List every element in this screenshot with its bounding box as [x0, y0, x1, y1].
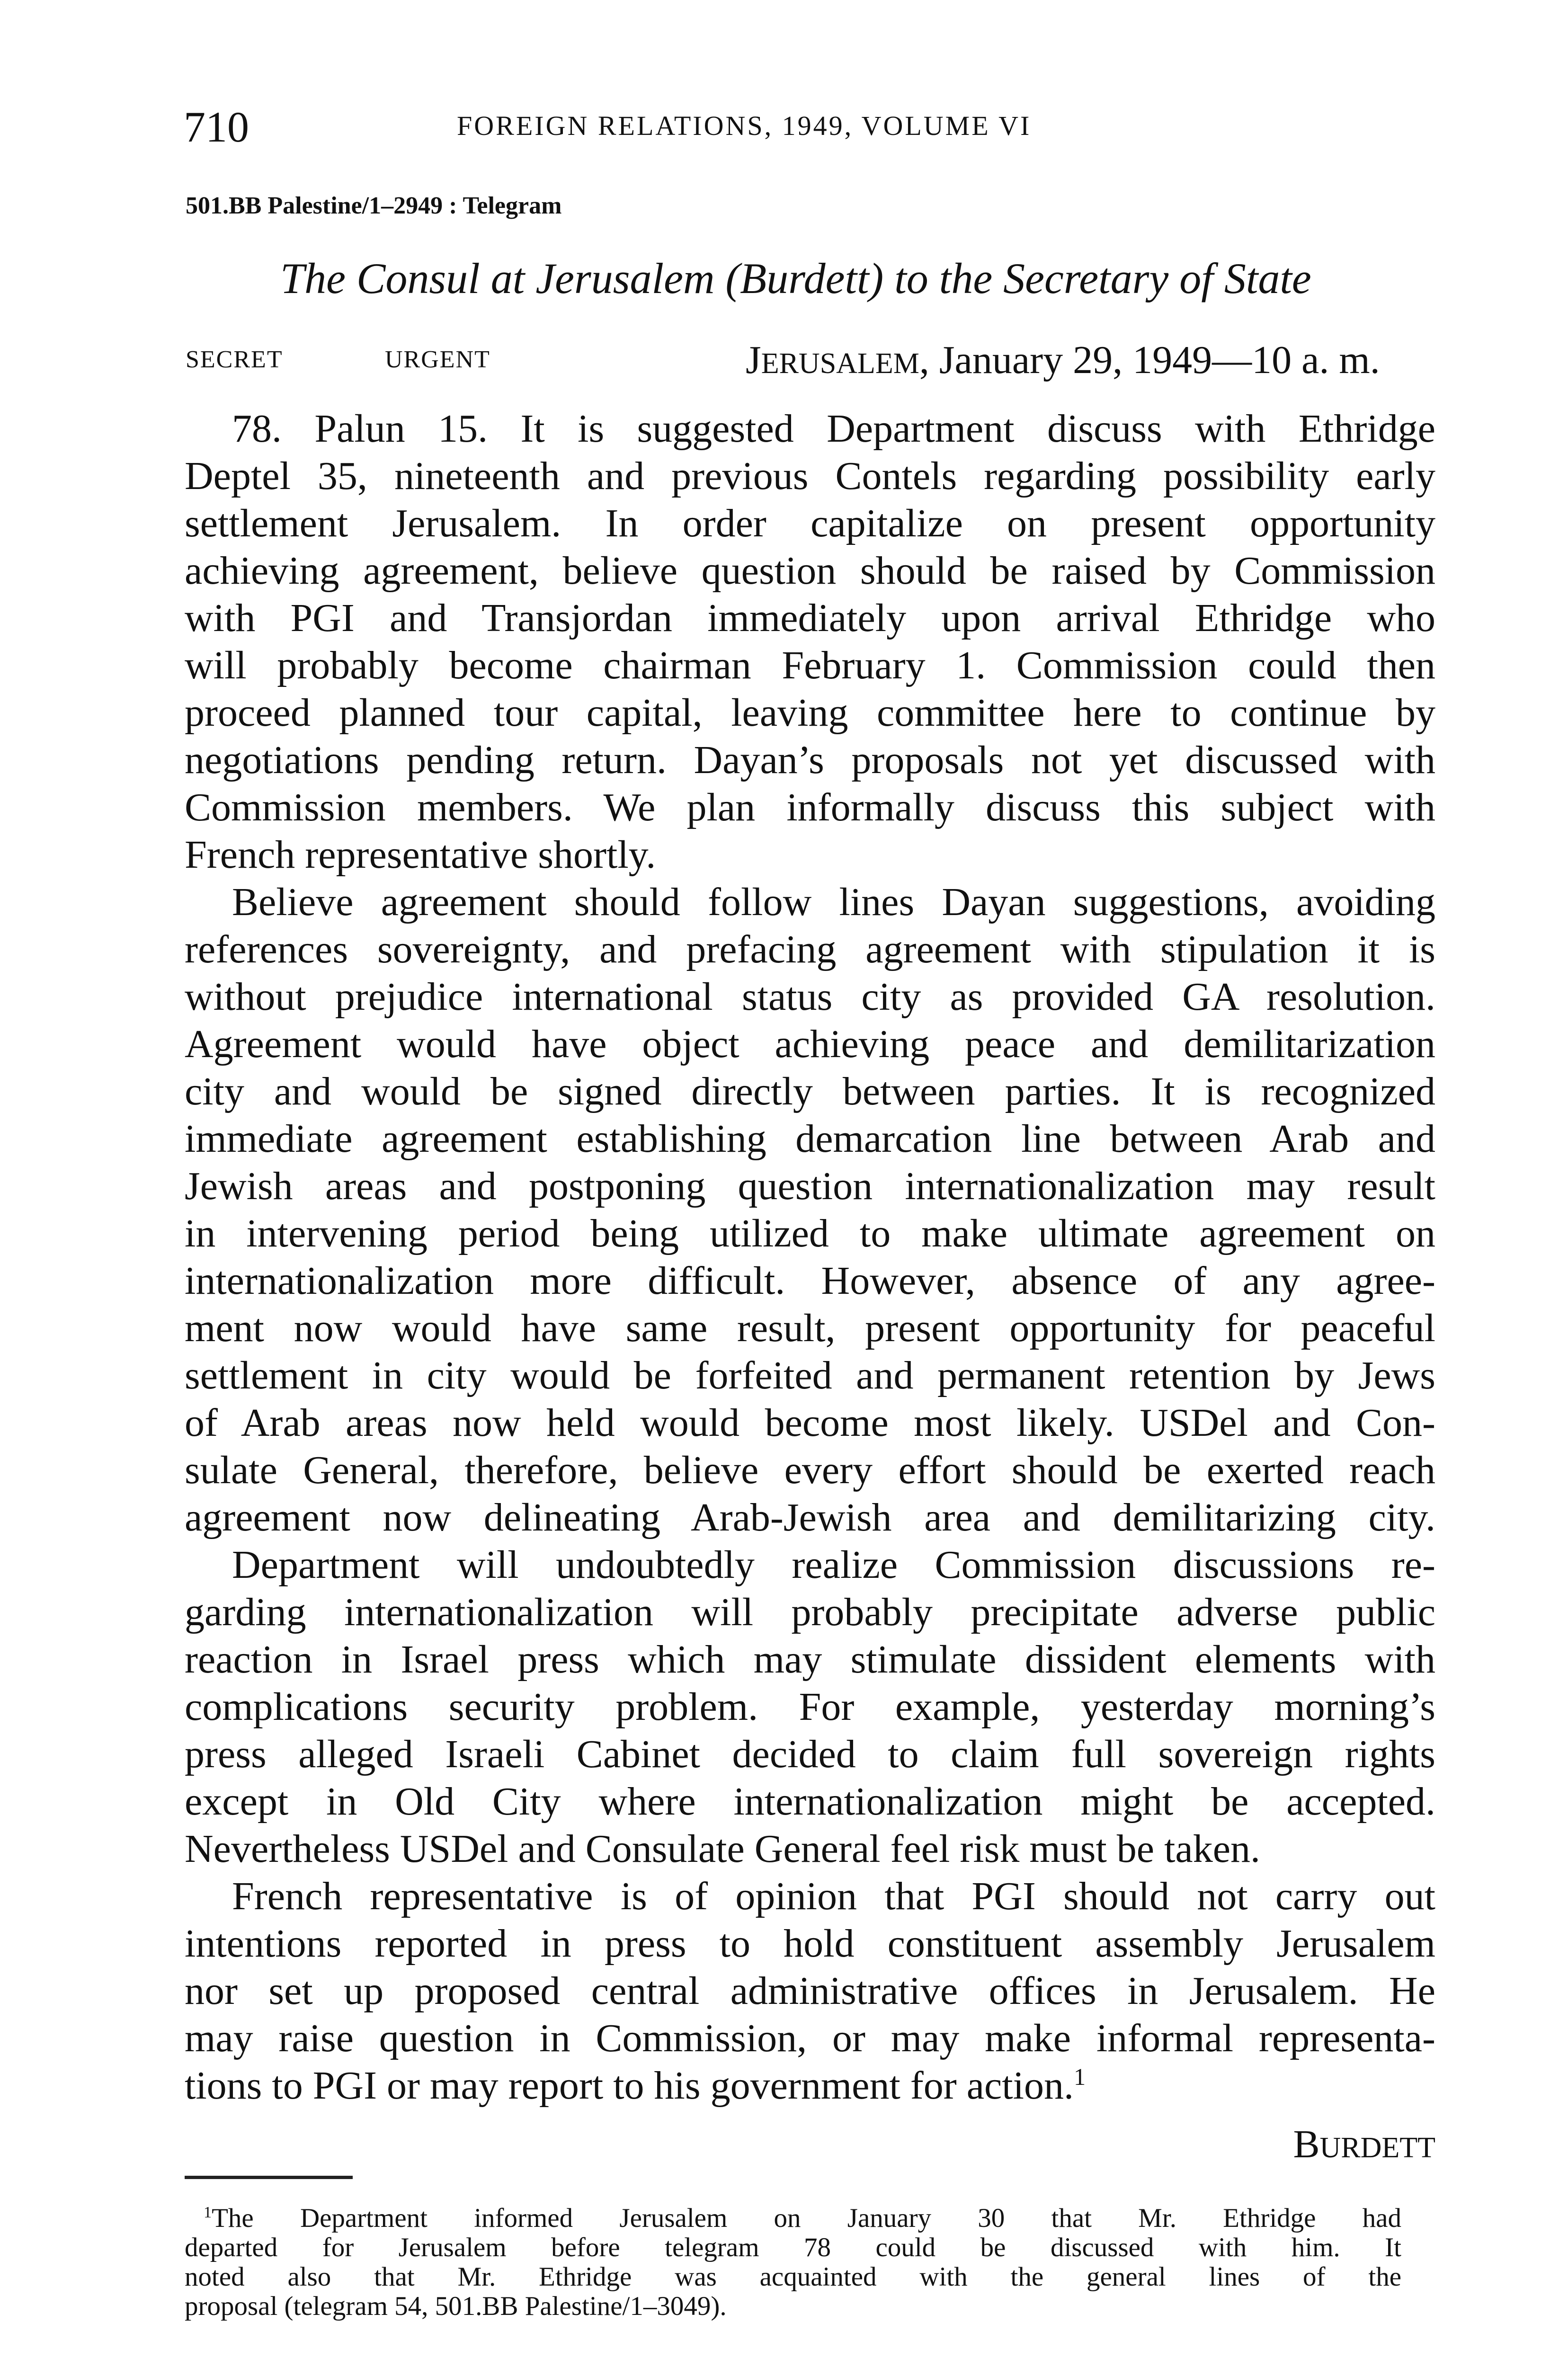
text-line: [185, 1920, 1435, 1967]
text-line: [185, 831, 1435, 879]
line-text: Commission members. We plan informally discuss this subject with: [185, 785, 1435, 829]
line-text: in intervening period being utilized to make ultimate agreement on: [185, 1211, 1435, 1255]
text-line: [185, 547, 1435, 595]
classification-label: SECRET: [186, 346, 283, 373]
text-line: [185, 1257, 1435, 1305]
text-line: [185, 689, 1435, 737]
text-line: [185, 1778, 1435, 1825]
text-line: [185, 500, 1435, 547]
date-time: , January 29, 1949—10 a. m.: [919, 338, 1380, 382]
text-line: [185, 1589, 1435, 1636]
line-text: Agreement would have object achieving peace and demilitarization: [185, 1022, 1435, 1066]
text-line: [185, 1683, 1435, 1731]
footnote-line: [185, 2262, 1401, 2292]
telegram-body: [185, 405, 1435, 2109]
line-text: reaction in Israel press which may stimulate dissident elements with: [185, 1637, 1435, 1682]
line-text: Believe agreement should follow lines Dayan suggestions, avoiding: [232, 880, 1435, 924]
paragraph: [185, 1541, 1435, 1873]
urgency-label: URGENT: [385, 346, 490, 373]
line-text: of Arab areas now held would become most likely. USDel and Con-: [185, 1401, 1435, 1445]
text-line: [185, 1305, 1435, 1352]
line-text: achieving agreement, believe question should be raised by Commission: [185, 549, 1435, 593]
text-line: [185, 1967, 1435, 2015]
footnote-line: [185, 2233, 1401, 2262]
signature-rest: URDETT: [1319, 2132, 1435, 2164]
text-line: [185, 1636, 1435, 1683]
running-head: FOREIGN RELATIONS, 1949, VOLUME VI: [457, 110, 1032, 141]
text-line: [185, 595, 1435, 642]
text-line: [185, 453, 1435, 500]
line-text: immediate agreement establishing demarcation line between Arab and: [185, 1117, 1435, 1161]
line-text: references sovereignty, and prefacing agreement with stipulation it is: [185, 927, 1435, 971]
line-text: except in Old City where internationalization might be accepted.: [185, 1780, 1435, 1824]
text-line: [185, 1115, 1435, 1163]
line-text: 78. Palun 15. It is suggested Department discuss with Ethridge: [232, 407, 1435, 451]
footnote-text: The Department informed Jerusalem on January 30 that Mr. Ethridge had: [212, 2203, 1401, 2233]
line-text: agreement now delineating Arab-Jewish area and demilitarizing city.: [185, 1495, 1435, 1539]
line-text: will probably become chairman February 1. Commission could then: [185, 643, 1435, 687]
text-line: [185, 1352, 1435, 1399]
text-line: [185, 2062, 1435, 2109]
page-number: 710: [184, 103, 249, 151]
line-text: negotiations pending return. Dayan’s proposals not yet discussed with: [185, 738, 1435, 782]
place-rest: ERUSALEM: [761, 347, 919, 380]
line-text: French representative shortly.: [185, 833, 656, 877]
line-text: French representative is of opinion that PGI should not carry out: [232, 1874, 1435, 1918]
text-line: [185, 1541, 1435, 1589]
line-text: city and would be signed directly between parties. It is recognized: [185, 1069, 1435, 1113]
footnote-line: [185, 2204, 1401, 2233]
paragraph: [185, 879, 1435, 1541]
line-text: settlement Jerusalem. In order capitalize on present opportunity: [185, 501, 1435, 545]
text-line: [185, 1021, 1435, 1068]
line-text: sulate General, therefore, believe every effort should be exerted reach: [185, 1448, 1435, 1492]
line-text: internationalization more difficult. However, absence of any agree-: [185, 1259, 1435, 1303]
line-text: tions to PGI or may report to his government for action.: [185, 2064, 1074, 2108]
source-reference: 501.BB Palestine/1–2949 : Telegram: [186, 192, 562, 219]
text-line: [185, 1163, 1435, 1210]
line-text: may raise question in Commission, or may make informal representa-: [185, 2016, 1435, 2060]
line-text: complications security problem. For example, yesterday morning’s: [185, 1685, 1435, 1729]
footnotes: [185, 2204, 1401, 2321]
text-line: [185, 973, 1435, 1021]
line-text: without prejudice international status city as provided GA resolution.: [185, 975, 1435, 1019]
footnote-text: departed for Jerusalem before telegram 78 could be discussed with him. It: [185, 2233, 1401, 2262]
line-text: intentions reported in press to hold constituent assembly Jerusalem: [185, 1922, 1435, 1966]
text-line: [185, 784, 1435, 831]
footnote-reference[interactable]: 1: [1073, 2064, 1086, 2090]
text-line: [185, 1731, 1435, 1778]
text-line: [185, 879, 1435, 926]
line-text: proceed planned tour capital, leaving committee here to continue by: [185, 691, 1435, 735]
text-line: [185, 642, 1435, 689]
line-text: Deptel 35, nineteenth and previous Contels regarding possibility early: [185, 454, 1435, 498]
footnote-marker: 1: [204, 2204, 212, 2221]
footnote-text: noted also that Mr. Ethridge was acquainted with the general lines of the: [185, 2262, 1401, 2292]
text-line: [185, 2015, 1435, 2062]
line-text: with PGI and Transjordan immediately upon arrival Ethridge who: [185, 596, 1435, 640]
line-text: ment now would have same result, present opportunity for peaceful: [185, 1306, 1435, 1350]
text-line: [185, 1447, 1435, 1494]
line-text: Jewish areas and postponing question internationalization may result: [185, 1164, 1435, 1208]
paragraph: [185, 405, 1435, 879]
text-line: [185, 737, 1435, 784]
signature-initial: B: [1293, 2122, 1320, 2166]
document-title: The Consul at Jerusalem (Burdett) to the Secretary of State: [280, 254, 1311, 303]
line-text: Department will undoubtedly realize Commission discussions re-: [232, 1543, 1435, 1587]
place-initial: J: [746, 338, 761, 382]
footnote-divider: [185, 2176, 353, 2179]
text-line: [185, 1210, 1435, 1257]
paragraph: [185, 1873, 1435, 2109]
line-text: press alleged Israeli Cabinet decided to claim full sovereign rights: [185, 1732, 1435, 1776]
footnote-text: proposal (telegram 54, 501.BB Palestine/1–3049).: [185, 2291, 727, 2321]
signature: [1293, 2121, 1435, 2171]
text-line: [185, 1068, 1435, 1115]
footnote-line: [185, 2292, 1401, 2321]
text-line: [185, 926, 1435, 973]
text-line: [185, 1399, 1435, 1447]
line-text: settlement in city would be forfeited and permanent retention by Jews: [185, 1353, 1435, 1397]
line-text: Nevertheless USDel and Consulate General feel risk must be taken.: [185, 1827, 1260, 1871]
text-line: [185, 1873, 1435, 1920]
line-text: garding internationalization will probably precipitate adverse public: [185, 1590, 1435, 1634]
text-line: [185, 1494, 1435, 1541]
line-text: nor set up proposed central administrative offices in Jerusalem. He: [185, 1969, 1435, 2013]
text-line: [185, 1825, 1435, 1873]
text-line: [185, 405, 1435, 453]
dateline: [746, 337, 1380, 383]
